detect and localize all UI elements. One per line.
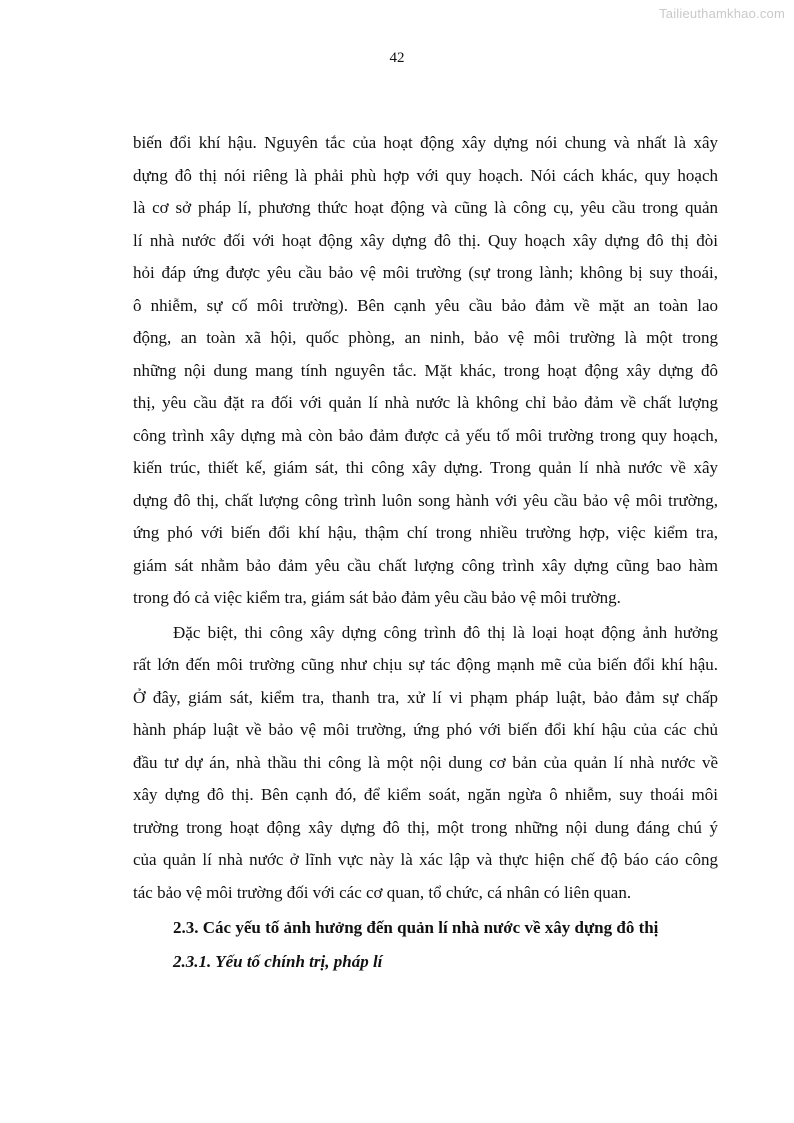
text-line: kiến trúc, thiết kế, giám sát, thi công xây dựng. Trong quản lí nhà nước về xây	[133, 458, 718, 477]
text-line: lí nhà nước đối với hoạt động xây dựng đô thị. Quy hoạch xây dựng đô thị đòi	[133, 230, 718, 250]
text-line: biến đổi khí hậu. Nguyên tắc của hoạt động xây dựng nói chung và nhất là xây	[133, 133, 718, 152]
subsection-heading: 2.3.1. Yếu tố chính trị, pháp lí	[173, 952, 383, 971]
paragraph-2	[133, 617, 718, 910]
text-line: rất lớn đến môi trường cũng như chịu sự tác động mạnh mẽ của biến đổi khí hậu.	[133, 655, 718, 674]
section-heading: 2.3. Các yếu tố ảnh hưởng đến quản lí nhà nước về xây dựng đô thị	[173, 918, 659, 937]
text-line: trong đó cả việc kiểm tra, giám sát bảo đảm yêu cầu bảo vệ môi trường.	[133, 588, 621, 607]
text-line: công trình xây dựng mà còn bảo đảm được cả yếu tố môi trường trong quy hoạch,	[133, 425, 718, 445]
watermark-text: Tailieuthamkhao.com	[659, 6, 785, 21]
text-line: tác bảo vệ môi trường đối với các cơ quan, tổ chức, cá nhân có liên quan.	[133, 882, 632, 902]
text-line: Đặc biệt, thi công xây dựng công trình đô thị là loại hoạt động ảnh hưởng	[173, 622, 718, 642]
text-line: dựng đô thị, chất lượng công trình luôn song hành với yêu cầu bảo vệ môi trường,	[133, 490, 718, 510]
text-line: hỏi đáp ứng được yêu cầu bảo vệ môi trường (sự trong lành; không bị suy thoái,	[133, 263, 718, 282]
text-line: là cơ sở pháp lí, phương thức hoạt động và cũng là công cụ, yêu cầu trong quản	[133, 198, 718, 217]
text-line: hành pháp luật về bảo vệ môi trường, ứng phó với biến đổi khí hậu của các chủ	[133, 720, 718, 739]
text-line: của quản lí nhà nước ở lĩnh vực này là xác lập và thực hiện chế độ báo cáo công	[133, 850, 718, 869]
paragraph-1	[133, 127, 718, 615]
text-line: những nội dung mang tính nguyên tắc. Mặt khác, trong hoạt động xây dựng đô	[133, 360, 718, 380]
text-line: ô nhiễm, sự cố môi trường). Bên cạnh yêu cầu bảo đảm về mặt an toàn lao	[133, 295, 718, 315]
text-line: ứng phó với biến đổi khí hậu, thậm chí trong nhiều trường hợp, việc kiểm tra,	[133, 523, 718, 542]
page-number: 42	[389, 50, 405, 66]
text-line: trường trong hoạt động xây dựng đô thị, một trong những nội dung đáng chú ý	[133, 817, 718, 837]
text-line: đầu tư dự án, nhà thầu thi công là một nội dung cơ bản của quản lí nhà nước về	[133, 752, 718, 772]
text-line: thị, yêu cầu đặt ra đối với quản lí nhà nước là không chỉ bảo đảm về chất lượng	[133, 393, 718, 412]
document-body	[133, 127, 718, 979]
text-line: xây dựng đô thị. Bên cạnh đó, để kiểm soát, ngăn ngừa ô nhiễm, suy thoái môi	[133, 785, 718, 804]
text-line: dựng đô thị nói riêng là phải phù hợp với quy hoạch. Nói cách khác, quy hoạch	[133, 165, 718, 185]
text-line: động, an toàn xã hội, quốc phòng, an ninh, bảo vệ môi trường là một trong	[133, 328, 718, 347]
text-line: Ở đây, giám sát, kiểm tra, thanh tra, xử lí vi phạm pháp luật, bảo đảm sự chấp	[133, 687, 718, 707]
text-line: giám sát nhằm bảo đảm yêu cầu chất lượng công trình xây dựng cũng bao hàm	[133, 555, 718, 575]
